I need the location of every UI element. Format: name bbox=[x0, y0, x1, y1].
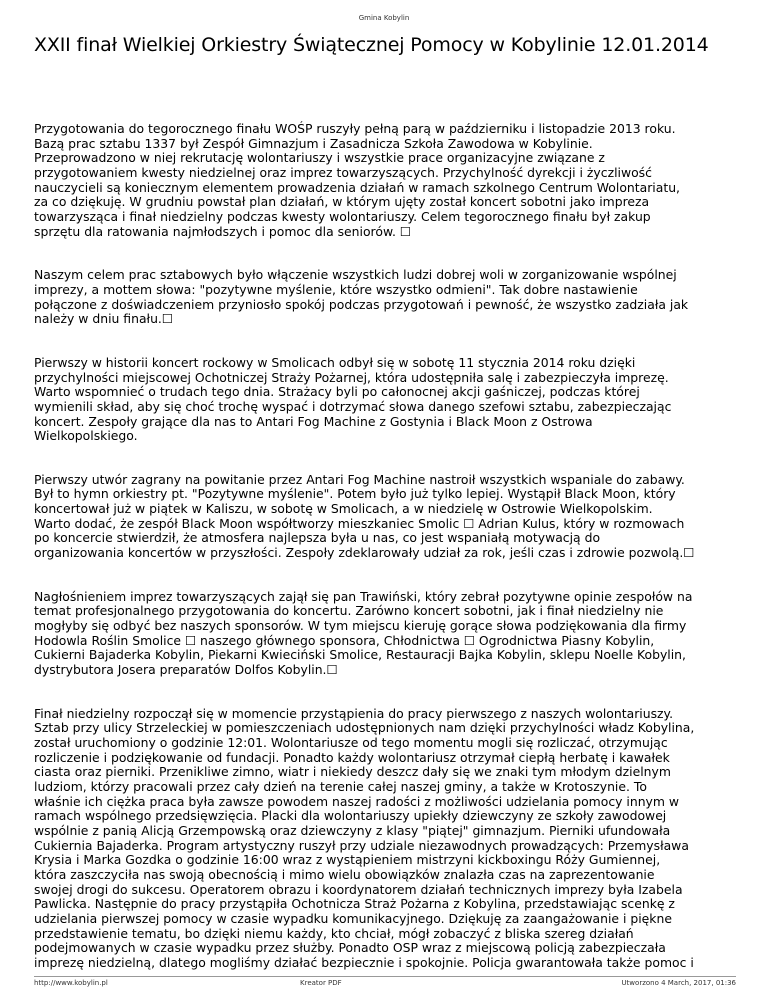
paragraph-line: Cukierni Bajaderka Kobylin, Piekarni Kwieciński Smolice, Restauracji Bajka Kobylin, sklepu Noelle Kobylin, bbox=[34, 647, 686, 663]
footer-creator: Kreator PDF bbox=[300, 979, 342, 987]
paragraph-line: nauczycieli są koniecznym elementem prowadzenia działań w ramach szkolnego Centrum Wolontariatu, bbox=[34, 179, 680, 195]
paragraph-line: przygotowaniem kwesty niedzielnej oraz imprez towarzyszących. Przychylność dyrekcji i życzliwość bbox=[34, 164, 652, 180]
paragraph-line: wymienili skład, aby się choć trochę wyspać i dotrzymać słowa danego szefowi sztabu, zabezpieczając bbox=[34, 398, 672, 414]
footer-created-date: Utworzono 4 March, 2017, 01:36 bbox=[621, 979, 736, 987]
paragraph-line: Wielkopolskiego. bbox=[34, 428, 138, 444]
paragraph-line: Pierwszy w historii koncert rockowy w Smolicach odbył się w sobotę 11 stycznia 2014 roku dzięki bbox=[34, 354, 636, 370]
paragraph-line: która zaszczyciła nas swoją obecnością i mimo wielu obowiązków znalazła czas na zaprezentowanie bbox=[34, 866, 655, 882]
paragraph-line: Nagłośnieniem imprez towarzyszących zajął się pan Trawiński, który zebrał pozytywne opinie zespołów na bbox=[34, 588, 693, 604]
paragraph-line: Bazą prac sztabu 1337 był Zespół Gimnazjum i Zasadnicza Szkoła Zawodowa w Kobylinie. bbox=[34, 135, 593, 151]
paragraph-line: udzielania pierwszej pomocy w czasie wypadku komunikacyjnego. Dziękuję za zaangażowanie i piękne bbox=[34, 910, 672, 926]
paragraph-line: Sztab przy ulicy Strzeleckiej w pomieszczeniach udostępnionych nam dzięki przychylności władz Kobylina, bbox=[34, 720, 695, 736]
site-name: Gmina Kobylin bbox=[358, 14, 410, 22]
paragraph-line: swojej drogi do sukcesu. Operatorem obrazu i koordynatorem działań technicznych imprezy była Izabela bbox=[34, 881, 683, 897]
paragraph-line: towarzysząca i finał niedzielny podczas kwesty wolontariuszy. Celem tegorocznego finału był zakup bbox=[34, 208, 651, 224]
paragraph-line: ludziom, którzy pracowali przez cały dzień na terenie całej naszej gminy, a także w Krotoszynie. To bbox=[34, 778, 647, 794]
paragraph-line: Hodowla Roślin Smolice ☐ naszego głównego sponsora, Chłodnictwa ☐ Ogrodnictwa Piasny Kobylin, bbox=[34, 632, 655, 648]
paragraph-line: dystrybutora Josera preparatów Dolfos Kobylin.☐ bbox=[34, 662, 338, 678]
paragraph-line: Pawlicka. Następnie do pracy przystąpiła Ochotnicza Straż Pożarna z Kobylina, przedstawiając scenkę z bbox=[34, 896, 675, 912]
paragraph-line: organizowania koncertów w przyszłości. Zespoły zdeklarowały udział za rok, jeśli czas i zdrowie pozwolą.☐ bbox=[34, 545, 695, 561]
paragraph-line: temat profesjonalnego przygotowania do koncertu. Zarówno koncert sobotni, jak i finał niedzielny nie bbox=[34, 603, 664, 619]
article-paragraph bbox=[34, 356, 736, 444]
paragraph-line: za co dziękuję. W grudniu powstał plan działań, w którym ujęty został koncert sobotni jako impreza bbox=[34, 194, 650, 210]
footer-url[interactable]: http://www.kobylin.pl bbox=[34, 979, 108, 987]
paragraph-line: Pierwszy utwór zagrany na powitanie przez Antari Fog Machine nastroił wszystkich wspaniale do zabawy. bbox=[34, 471, 685, 487]
paragraph-line: ciasta oraz pierniki. Przenikliwe zimno, wiatr i niekiedy deszcz dały się we znaki tym młodym dzielnym bbox=[34, 764, 671, 780]
paragraph-line: Przeprowadzono w niej rekrutację wolontariuszy i wszystkie prace organizacyjne związane z bbox=[34, 150, 605, 166]
paragraph-line: rozliczenie i podziękowanie od fundacji. Ponadto każdy wolontariusz otrzymał ciepłą herbatę i kawałek bbox=[34, 749, 670, 765]
page-footer bbox=[34, 976, 736, 991]
paragraph-line: przychylności miejscowej Ochotniczej Straży Pożarnej, która udostępniła salę i zabezpieczyła imprezę. bbox=[34, 369, 669, 385]
paragraph-line: mogłyby się odbyć bez naszych sponsorów. W tym miejscu kieruję gorące słowa podziękowania dla firmy bbox=[34, 618, 687, 634]
paragraph-line: Warto dodać, że zespół Black Moon współtworzy mieszkaniec Smolic ☐ Adrian Kulus, który w rozmowach bbox=[34, 515, 685, 531]
paragraph-line: sprzętu dla ratowania najmłodszych i pomoc dla seniorów. ☐ bbox=[34, 223, 411, 239]
paragraph-line: Krysia i Marka Gozdka o godzinie 16:00 wraz z wystąpieniem mistrzyni kickboxingu Róży Gumiennej, bbox=[34, 852, 661, 868]
article-paragraph bbox=[34, 590, 736, 678]
paragraph-line: wspólnie z panią Alicją Grzempowską oraz dziewczyny z klasy "piątej" gimnazjum. Pierniki ufundowała bbox=[34, 822, 671, 838]
article-paragraph bbox=[34, 707, 736, 971]
article-paragraph bbox=[34, 473, 736, 561]
article-paragraph bbox=[34, 122, 736, 239]
paragraph-line: koncertował już w piątek w Kaliszu, w sobotę w Smolicach, a w niedzielę w Ostrowie Wielkopolskim. bbox=[34, 501, 653, 517]
paragraph-line: imprezy, a mottem słowa: "pozytywne myślenie, które wszystko odmieni". Tak dobre nastawienie bbox=[34, 281, 638, 297]
paragraph-line: Cukiernia Bajaderka. Program artystyczny ruszył przy udziale niezawodnych prowadzących: Przemysława bbox=[34, 837, 689, 853]
paragraph-line: należy w dniu finału.☐ bbox=[34, 311, 173, 327]
paragraph-line: imprezę niedzielną, dlatego mogliśmy działać bezpiecznie i spokojnie. Policja gwarantowała także pomoc i bbox=[34, 954, 694, 970]
paragraph-line: Finał niedzielny rozpoczął się w momencie przystąpienia do pracy pierwszego z naszych wolontariuszy. bbox=[34, 705, 674, 721]
paragraph-line: Naszym celem prac sztabowych było włączenie wszystkich ludzi dobrej woli w zorganizowanie wspólnej bbox=[34, 267, 677, 283]
paragraph-line: koncert. Zespoły grające dla nas to Antari Fog Machine z Gostynia i Black Moon z Ostrowa bbox=[34, 413, 593, 429]
article-paragraph bbox=[34, 268, 736, 327]
paragraph-line: właśnie ich ciężka praca była zawsze powodem naszej radości z możliwości udzielania pomocy innym w bbox=[34, 793, 680, 809]
paragraph-line: Był to hymn orkiestry pt. "Pozytywne myślenie". Potem było już tylko lepiej. Wystąpił Black Moon, który bbox=[34, 486, 676, 502]
paragraph-line: podejmowanych w czasie wypadku przez służby. Ponadto OSP wraz z miejscową policją zabezpieczała bbox=[34, 940, 666, 956]
paragraph-line: został uruchomiony o godzinie 12:01. Wolontariusze od tego momentu mogli się rozliczać, otrzymując bbox=[34, 735, 668, 750]
paragraph-line: Warto wspomnieć o trudach tego dnia. Strażacy byli po całonocnej akcji gaśniczej, podczas której bbox=[34, 384, 640, 400]
paragraph-line: ramach wspólnego przedsięwzięcia. Placki dla wolontariuszy upiekły dziewczyny ze szkoły zawodowej bbox=[34, 808, 667, 824]
paragraph-line: przedstawienie tematu, bo dzięki niemu każdy, kto chciał, mógł zobaczyć z bliska szereg działań bbox=[34, 925, 634, 941]
paragraph-line: Przygotowania do tegorocznego finału WOŚP ruszyły pełną parą w październiku i listopadzie 2013 roku. bbox=[34, 121, 676, 136]
article-body bbox=[34, 122, 736, 971]
paragraph-line: połączone z doświadczeniem przyniosło spokój podczas przygotowań i pewność, że wszystko zadziała jak bbox=[34, 296, 689, 312]
paragraph-line: po koncercie stwierdził, że atmosfera najlepsza była u nas, co jest wspaniałą motywacją do bbox=[34, 530, 601, 546]
article-title: XXII finał Wielkiej Orkiestry Świątecznej Pomocy w Kobylinie 12.01.2014 bbox=[34, 34, 709, 56]
